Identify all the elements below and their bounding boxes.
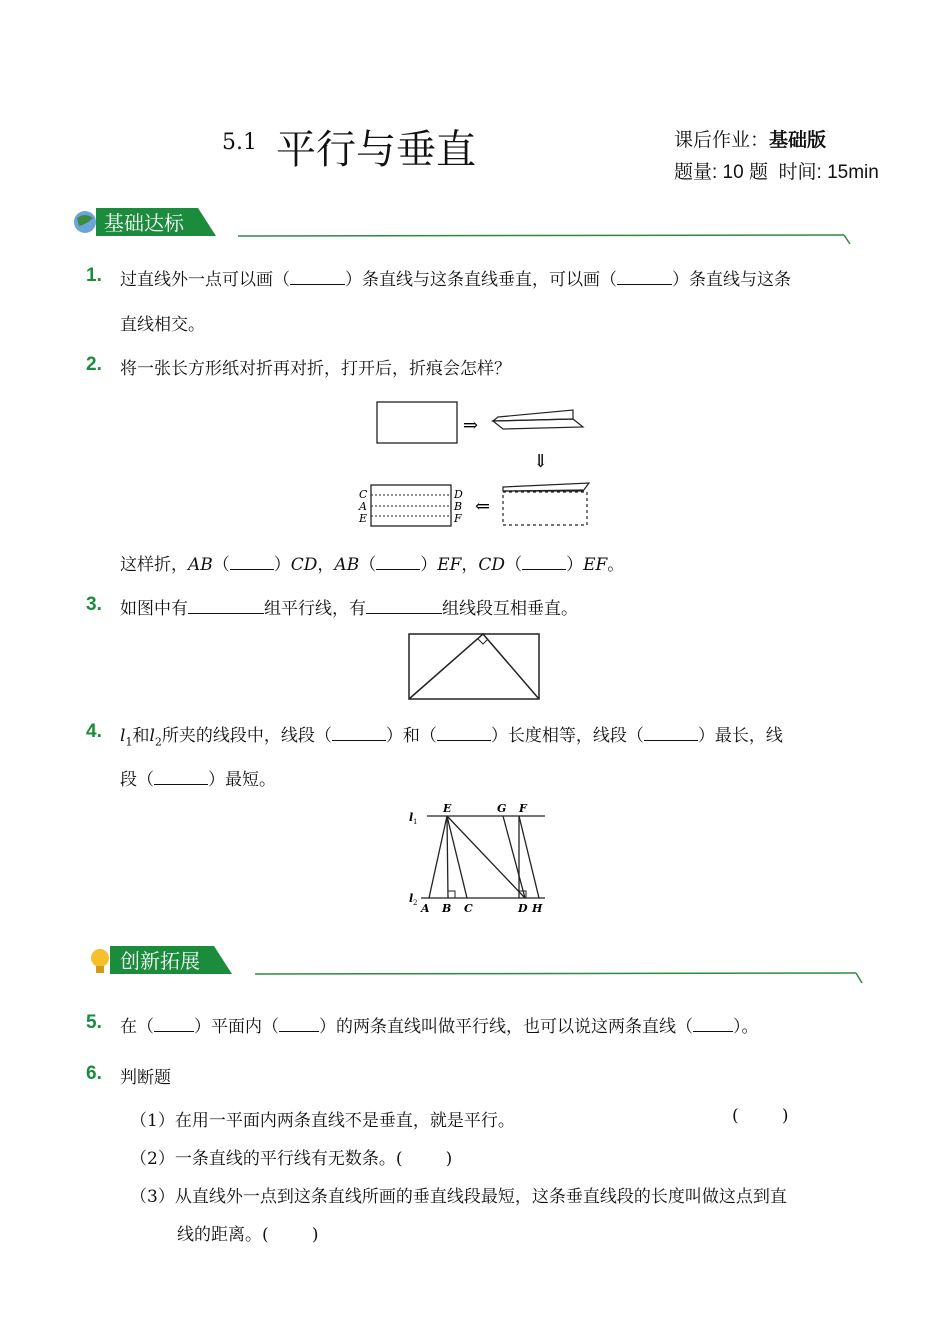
q4-l2: l [149, 726, 155, 746]
q4-blank-1[interactable] [332, 726, 386, 741]
q2-lp-1: （ [212, 555, 230, 575]
q2-fig-label-e: E [359, 512, 368, 525]
q2-cd-2: CD [478, 555, 506, 575]
q2-text: 将一张长方形纸对折再对折，打开后，折痕会怎样？ [120, 359, 511, 379]
q4-text-e: 段（ [120, 770, 154, 790]
q5-text-b: ）平面内（ [194, 1017, 279, 1037]
q2-number: 2. [86, 354, 102, 375]
q1-text-b: ）条直线与这条直线垂直，可以画（ [345, 270, 617, 290]
q6-title: 判断题 [120, 1068, 171, 1088]
q4-l2-sub: 2 [154, 735, 162, 749]
q4-text-f: ）最短。 [208, 770, 276, 790]
svg-text:⇐: ⇐ [475, 496, 491, 517]
svg-text:⇓: ⇓ [533, 451, 549, 472]
q5-text-d: ）。 [733, 1017, 759, 1037]
q4-blank-2[interactable] [437, 726, 491, 741]
q6-item-2: （2）一条直线的平行线有无数条。( ) [130, 1149, 453, 1169]
section-title-basic: 基础达标 [104, 211, 184, 235]
lightbulb-icon [91, 949, 109, 967]
q2-rp-2: ） [420, 555, 438, 575]
q3-text-c: 组线段互相垂直。 [442, 599, 578, 619]
q4-segments-figure [405, 800, 550, 918]
q3-rectangle-figure [405, 630, 545, 704]
q2-lp-3: （ [505, 555, 523, 575]
q2-comma-2: ， [461, 555, 479, 575]
q1-blank-1[interactable] [290, 270, 345, 285]
q3-text-b: 组平行线，有 [264, 599, 366, 619]
q5-blank-2[interactable] [279, 1017, 319, 1032]
homework-level: 基础版 [769, 130, 827, 151]
q4-fig-label-l2: l [409, 892, 414, 905]
q2-end: 。 [607, 555, 625, 575]
q4-fig-label-g: G [497, 802, 507, 815]
q2-ef-2: EF [583, 555, 608, 575]
q2-comma-1: ， [317, 555, 335, 575]
q5-text-c: ）的两条直线叫做平行线，也可以说这两条直线（ [319, 1017, 693, 1037]
banner-shape [74, 208, 854, 248]
q4-and: 和 [132, 726, 150, 746]
q4-text-c: ）长度相等，线段（ [490, 726, 644, 746]
q6-number: 6. [86, 1063, 102, 1084]
q6-item-1: （1）在用一平面内两条直线不是垂直，就是平行。 [130, 1111, 515, 1131]
q3-blank-1[interactable] [188, 599, 264, 614]
q4-fig-label-l1: l [409, 811, 414, 824]
q4-blank-3[interactable] [644, 726, 698, 741]
homework-label [674, 125, 826, 152]
q4-fig-label-f: F [519, 802, 527, 815]
q2-fig-label-a: A [359, 500, 367, 513]
q2-ans-prefix: 这样折， [120, 555, 188, 575]
q4-fig-label-b: B [442, 902, 452, 915]
section-banner-ext [88, 946, 868, 976]
q6-item-3-line2: 线的距离。( ) [177, 1225, 319, 1245]
q3-text-a: 如图中有 [120, 599, 188, 619]
q2-lp-2: （ [359, 555, 377, 575]
q2-answer-line [120, 550, 624, 575]
q4-l1: l [120, 726, 126, 746]
q2-blank-1[interactable] [230, 555, 274, 570]
section-number: 5.1 [222, 130, 257, 155]
q2-fig-label-b: B [454, 500, 463, 513]
page-title: 平行与垂直 [276, 127, 476, 173]
q2-rp-1: ） [273, 555, 291, 575]
q4-fig-label-e: E [443, 802, 452, 815]
q1-blank-2[interactable] [617, 270, 672, 285]
section-title-ext: 创新拓展 [120, 949, 200, 973]
q4-text-b: ）和（ [385, 726, 437, 746]
q4-fig-label-h: H [532, 902, 543, 915]
q2-cd-1: CD [290, 555, 318, 575]
q4-fig-label-c: C [464, 902, 473, 915]
q5-blank-1[interactable] [154, 1017, 194, 1032]
q5-text [120, 1012, 759, 1037]
homework-label-text: 课后作业： [674, 130, 770, 151]
q2-ab-2: AB [334, 555, 360, 575]
homework-meta: 题量: 10 题 时间: 15min [674, 162, 879, 183]
q1-line2: 直线相交。 [120, 315, 205, 335]
q2-blank-3[interactable] [522, 555, 566, 570]
q2-fig-label-f: F [454, 512, 462, 525]
q3-blank-2[interactable] [366, 599, 442, 614]
q4-line1 [120, 721, 783, 748]
q6-item-3-line1: （3）从直线外一点到这条直线所画的垂直线段最短，这条垂直线段的长度叫做这点到直 [130, 1187, 787, 1207]
q5-blank-3[interactable] [693, 1017, 733, 1032]
q4-fig-label-d: D [518, 902, 528, 915]
q4-fig-label-l1-sub: 1 [413, 818, 418, 826]
q4-fig-label-a: A [421, 902, 430, 915]
svg-text:⇒: ⇒ [463, 415, 479, 436]
q4-text-a: 所夹的线段中，线段（ [161, 726, 332, 746]
q4-line2 [120, 765, 276, 790]
q2-fig-label-d: D [454, 488, 463, 501]
q4-fig-label-l2-sub: 2 [413, 899, 418, 907]
q1-text-a: 过直线外一点可以画（ [120, 270, 290, 290]
q4-l1-sub: 1 [125, 735, 133, 749]
q3-text [120, 594, 578, 619]
q1-number: 1. [86, 265, 102, 286]
q4-blank-4[interactable] [154, 770, 208, 785]
q3-number: 3. [86, 594, 102, 615]
q2-rp-3: ） [566, 555, 584, 575]
q6-item-1-answer[interactable]: ( ) [732, 1106, 789, 1126]
q5-number: 5. [86, 1012, 102, 1033]
q2-fig-label-c: C [359, 488, 368, 501]
q2-blank-2[interactable] [376, 555, 420, 570]
q4-number: 4. [86, 721, 102, 742]
banner-shape-ext [88, 946, 868, 988]
q1-text-c: ）条直线与这条 [672, 270, 791, 290]
q4-text-d: ）最长，线 [697, 726, 783, 746]
q2-folding-figure [355, 395, 600, 535]
q1-line1 [120, 265, 791, 290]
q5-text-a: 在（ [120, 1017, 154, 1037]
section-banner-basic [74, 208, 854, 238]
q2-ab-1: AB [188, 555, 213, 575]
q2-ef-1: EF [437, 555, 462, 575]
